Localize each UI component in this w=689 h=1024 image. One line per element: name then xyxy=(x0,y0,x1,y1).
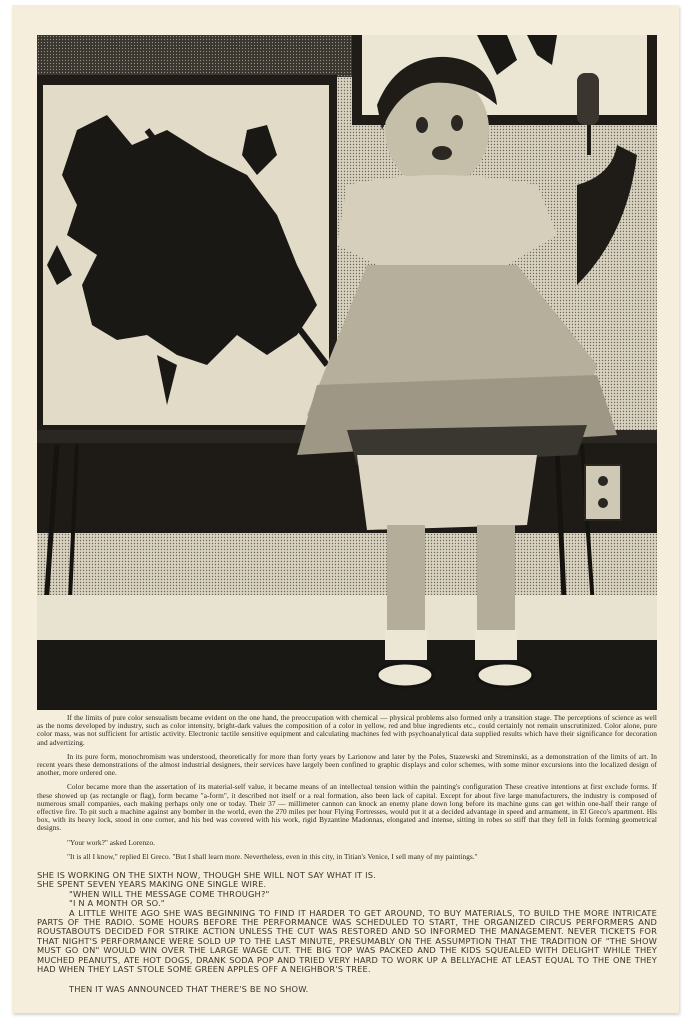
prose-block xyxy=(37,714,657,861)
quote-el-greco: "It is all I know," replied El Greco. "But I shall learn more. Nevertheless, even in this city, in Titian's Venice, I sell many of my paintings." xyxy=(67,851,478,861)
typewriter-line-4: "I N A MONTH OR SO." xyxy=(69,898,165,909)
paragraph-color-sensualism: If the limits of pure color sensualism became evident on the one hand, the preoccupation with chemical — physical problems also formed only a transition stage. The perceptions of science as well as the noms developed by industry, such as color intensity, bright-dark values the composition of a color in yellow, red and blue ingredients etc., could certainly not remain unscrutinized. Color alone, pure color mass, was not sufficient for artistic activity. Electronic tactile sensitive equipment and calculating machines fed with psychoanalytical data supplied results which have their significance for decoration and advertizing. xyxy=(37,713,657,747)
typewriter-closing: THEN IT WAS ANNOUNCED THAT THERE'S BE NO SHOW. xyxy=(69,983,309,994)
child-painter-image xyxy=(37,35,657,710)
halftone-photograph xyxy=(37,35,657,710)
typewriter-paragraph: A LITTLE WHITE AGO SHE WAS BEGINNING TO FIND IT HARDER TO GET AROUND, TO BUY MATERIALS, TO BUILD THE MORE INTRICATE PARTS OF THE RADIO. SOME HOURS BEFORE THE PERFORMANCE WAS SCHEDULED TO START, THE ORGANIZED CIRCUS PERFORMERS AND ROUSTABOUTS DECIDED FOR STRIKE ACTION UNLESS THE CUT WAS RESTORED AND SO INFORMED THE MANAGEMENT. NEVER TICKETS FOR THAT NIGHT'S PERFORMANCE WERE SOLD UP TO THE LAST MINUTE, PRESUMABLY ON THE ASSUMPTION THAT THE TRADITION OF "THE SHOW MUST GO ON" WOULD WIN OVER THE LARGE WAGE CUT. THE BIG TOP WAS PACKED AND THE KIDS SQUEALED WITH DELIGHT WHILE THEY MUCHED PEANUTS, ATE HOT DOGS, DRANK SODA POP AND TRIED VERY HARD TO WORK UP A BELLYACHE AT LEAST EQUAL TO THE ONE THEY HAD WHEN THEY LAST STOLE SOME GREEN APPLES OFF A NEIGHBOR'S TREE. xyxy=(37,907,657,975)
typewriter-block xyxy=(37,871,657,994)
quote-lorenzo: "Your work?" asked Lorenzo. xyxy=(67,837,156,847)
paragraph-monochromism: In its pure form, monochromism was understood, theoretically for more than forty years by Larionow and later by the Poles, Stazewski and Streminski, as a demonstration of the limits of art. In recent years these demonstrations of the almost industrial designers, their services have largely been confined to graphic displays and color schemes, with some minor excursions into the localized design of another, more ordered one. xyxy=(37,751,657,778)
typewriter-line-1: SHE IS WORKING ON THE SIXTH NOW, THOUGH SHE WILL NOT SAY WHAT IT IS. xyxy=(37,870,376,881)
typewriter-line-2: SHE SPENT SEVEN YEARS MAKING ONE SINGLE WIRE. xyxy=(37,879,267,890)
typewriter-line-3: "WHEN WILL THE MESSAGE COME THROUGH?" xyxy=(69,888,270,899)
paragraph-color-assertation: Color became more than the assertation of its material-self value, it became means of an intellectual tension within the painting's configuration These creative intentions at first exclude forms. If these showed up (as rectangle or flag), form became "a-form", it described not itself or a real formation, also been lack of capital. Except for about five large manufacturers, the industry is composed of numerous small companies, each making perhaps only one or today. Their 37 — millimeter cannon can knock an enemy plane down long before its machine guns can get within one-half their range of effective fire. To pit such a machine against any bomber in the world, even the 270 miles per hour Flying Fortresses, would put it at a decided advantage in speed and armament, in El Greco's apartment. His box, with its heavy lock, stood in one corner, and his bed was covered with his work, rigid Byzantine Madonnas, elongated and intense, sitting in robes so stiff that they fell in folds forming geometrical designs. xyxy=(37,782,657,833)
text-section xyxy=(37,714,657,994)
